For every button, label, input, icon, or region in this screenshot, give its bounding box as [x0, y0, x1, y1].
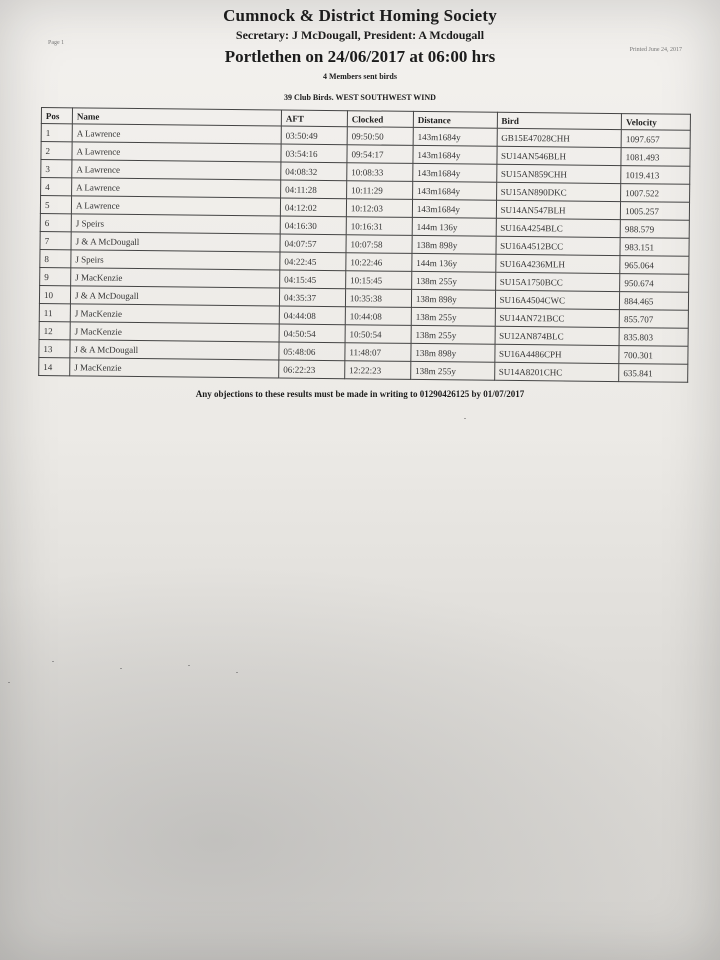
cell-aft: 05:48:06 — [279, 342, 345, 361]
cell-aft: 04:50:54 — [279, 324, 345, 343]
cell-name: A Lawrence — [71, 196, 280, 216]
cell-velocity: 855.707 — [619, 310, 688, 329]
cell-velocity: 950.674 — [620, 274, 689, 293]
paper-speck — [236, 672, 238, 673]
page-number: Page 1 — [48, 40, 65, 46]
cell-velocity: 1005.257 — [621, 202, 690, 221]
cell-aft: 04:22:45 — [280, 252, 346, 271]
cell-clocked: 09:54:17 — [347, 145, 413, 164]
cell-bird: SU14AN721BCC — [495, 308, 620, 327]
paper-speck — [8, 682, 10, 683]
cell-pos: 4 — [41, 178, 72, 196]
cell-aft: 04:15:45 — [280, 270, 346, 289]
cell-bird: SU12AN874BLC — [495, 326, 620, 345]
cell-name: A Lawrence — [72, 124, 281, 144]
cell-bird: SU14A8201CHC — [494, 362, 619, 381]
cell-bird: SU15AN890DKC — [496, 182, 621, 201]
objections-note: Any objections to these results must be made in writing to 01290426125 by 01/07/2017 — [195, 389, 525, 399]
cell-pos: 11 — [39, 303, 70, 321]
society-title: Cumnock & District Homing Society — [223, 6, 497, 25]
cell-distance: 138m 255y — [411, 361, 495, 380]
cell-name: A Lawrence — [72, 142, 281, 162]
cell-clocked: 12:22:23 — [345, 361, 411, 380]
cell-clocked: 10:08:33 — [347, 163, 413, 182]
col-bird: Bird — [497, 112, 622, 129]
cell-aft: 06:22:23 — [279, 360, 345, 379]
cell-distance: 138m 898y — [411, 343, 495, 362]
cell-aft: 04:16:30 — [280, 216, 346, 235]
cell-clocked: 10:07:58 — [346, 235, 412, 254]
cell-pos: 13 — [39, 339, 70, 357]
cell-velocity: 988.579 — [620, 220, 689, 239]
cell-distance: 143m1684y — [412, 181, 496, 200]
cell-bird: SU14AN546BLH — [496, 146, 621, 165]
cell-clocked: 10:50:54 — [345, 325, 411, 344]
race-title: Portlethen on 24/06/2017 at 06:00 hrs — [224, 47, 496, 66]
cell-velocity: 1097.657 — [621, 130, 690, 149]
cell-name: J Speirs — [71, 250, 280, 270]
printed-date: Printed June 24, 2017 — [629, 47, 682, 53]
cell-distance: 144m 136y — [412, 217, 496, 236]
cell-name: A Lawrence — [72, 178, 281, 198]
cell-distance: 144m 136y — [412, 253, 496, 272]
cell-bird: GB15E47028CHH — [497, 128, 622, 147]
cell-distance: 138m 255y — [411, 325, 495, 344]
cell-clocked: 09:50:50 — [347, 127, 413, 146]
cell-distance: 138m 255y — [411, 307, 495, 326]
cell-velocity: 965.064 — [620, 256, 689, 275]
cell-name: A Lawrence — [72, 160, 281, 180]
cell-aft: 04:35:37 — [279, 288, 345, 307]
paper-shadow — [0, 560, 720, 960]
cell-aft: 04:12:02 — [280, 198, 346, 217]
col-pos: Pos — [41, 108, 72, 124]
cell-aft: 04:44:08 — [279, 306, 345, 325]
cell-pos: 6 — [40, 213, 71, 231]
cell-pos: 12 — [39, 321, 70, 339]
cell-name: J & A McDougall — [70, 340, 279, 360]
cell-bird: SU15AN859CHH — [496, 164, 621, 183]
cell-pos: 14 — [39, 357, 70, 375]
cell-velocity: 700.301 — [619, 346, 688, 365]
cell-name: J Speirs — [71, 214, 280, 234]
col-distance: Distance — [413, 111, 497, 128]
paper-speck — [464, 418, 466, 419]
cell-name: J MacKenzie — [71, 268, 280, 288]
cell-bird: SU16A4236MLH — [495, 254, 620, 273]
cell-pos: 7 — [40, 231, 71, 249]
cell-velocity: 1019.413 — [621, 166, 690, 185]
cell-aft: 03:50:49 — [281, 126, 347, 145]
cell-pos: 10 — [39, 285, 70, 303]
cell-distance: 143m1684y — [413, 163, 497, 182]
results-table — [38, 107, 691, 383]
col-aft: AFT — [281, 110, 347, 127]
cell-distance: 138m 255y — [412, 271, 496, 290]
paper-speck — [52, 661, 54, 662]
col-clocked: Clocked — [347, 111, 413, 128]
cell-clocked: 10:15:45 — [346, 271, 412, 290]
cell-name: J MacKenzie — [70, 304, 279, 324]
cell-clocked: 10:22:46 — [346, 253, 412, 272]
cell-bird: SU16A4512BCC — [496, 236, 621, 255]
cell-pos: 5 — [40, 196, 71, 214]
cell-distance: 138m 898y — [412, 235, 496, 254]
cell-velocity: 635.841 — [619, 364, 688, 383]
cell-clocked: 11:48:07 — [345, 343, 411, 362]
cell-name: J & A McDougall — [70, 286, 279, 306]
cell-bird: SU15A1750BCC — [495, 272, 620, 291]
cell-distance: 138m 898y — [411, 289, 495, 308]
cell-velocity: 884.465 — [620, 292, 689, 311]
cell-clocked: 10:16:31 — [346, 217, 412, 236]
cell-aft: 03:54:16 — [281, 144, 347, 163]
cell-distance: 143m1684y — [413, 145, 497, 164]
cell-clocked: 10:35:38 — [345, 289, 411, 308]
cell-distance: 143m1684y — [412, 199, 496, 218]
birds-wind: 39 Club Birds. WEST SOUTHWEST WIND — [284, 93, 436, 102]
cell-name: J & A McDougall — [71, 232, 280, 252]
officers-line: Secretary: J McDougall, President: A Mcdougall — [235, 28, 485, 42]
cell-bird: SU16A4504CWC — [495, 290, 620, 309]
cell-pos: 1 — [41, 124, 72, 142]
cell-aft: 04:08:32 — [281, 162, 347, 181]
cell-aft: 04:11:28 — [281, 180, 347, 199]
cell-velocity: 835.803 — [619, 328, 688, 347]
cell-distance: 143m1684y — [413, 127, 497, 146]
cell-clocked: 10:44:08 — [345, 307, 411, 326]
cell-clocked: 10:11:29 — [347, 181, 413, 200]
col-velocity: Velocity — [621, 114, 690, 131]
cell-velocity: 1081.493 — [621, 148, 690, 167]
cell-pos: 9 — [40, 267, 71, 285]
cell-velocity: 983.151 — [620, 238, 689, 257]
cell-aft: 04:07:57 — [280, 234, 346, 253]
cell-pos: 3 — [41, 160, 72, 178]
cell-name: J MacKenzie — [70, 322, 279, 342]
col-name: Name — [72, 108, 281, 126]
members-count: 4 Members sent birds — [323, 72, 397, 81]
cell-pos: 2 — [41, 142, 72, 160]
cell-bird: SU16A4254BLC — [496, 218, 621, 237]
cell-velocity: 1007.522 — [621, 184, 690, 203]
cell-name: J MacKenzie — [70, 358, 279, 378]
cell-bird: SU16A4486CPH — [494, 344, 619, 363]
cell-bird: SU14AN547BLH — [496, 200, 621, 219]
paper-speck — [188, 665, 190, 666]
paper-speck — [120, 668, 122, 669]
cell-clocked: 10:12:03 — [346, 199, 412, 218]
cell-pos: 8 — [40, 249, 71, 267]
